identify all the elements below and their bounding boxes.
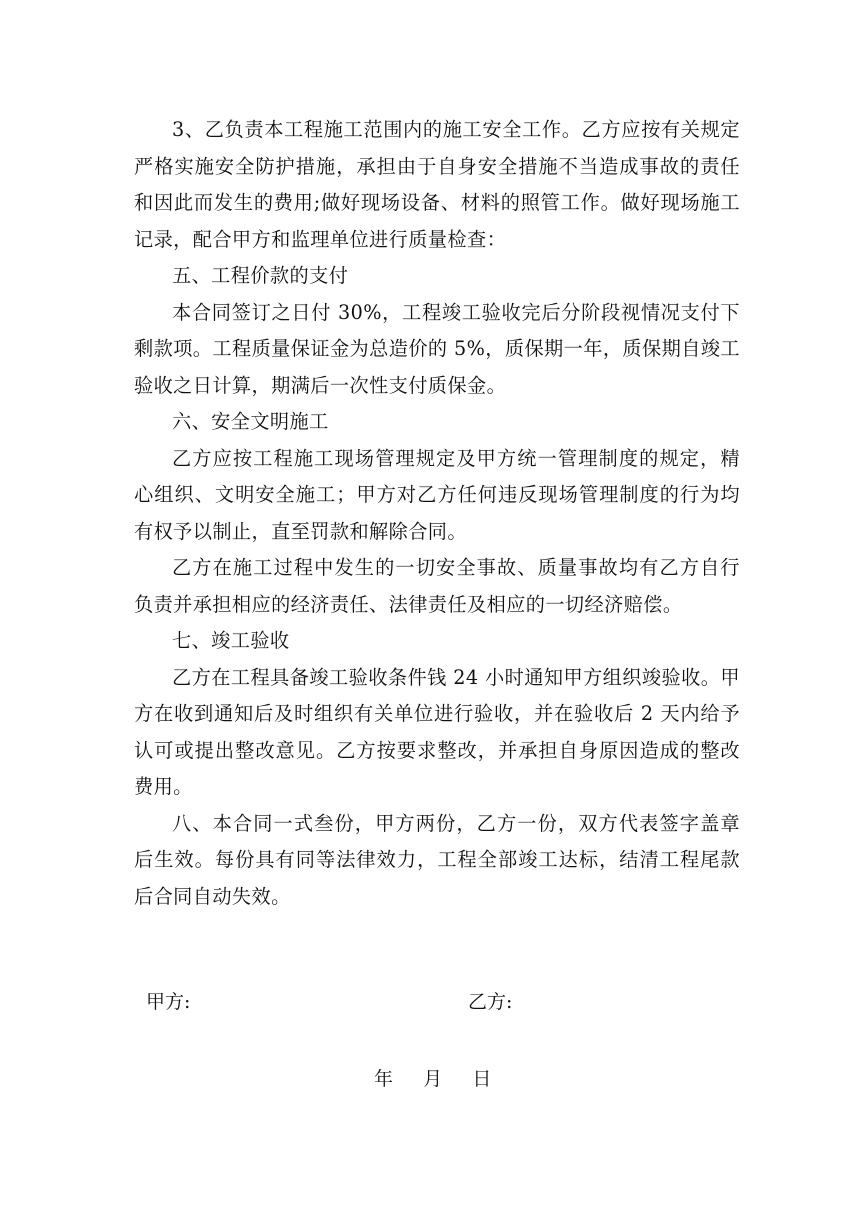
clause-accident-liability: 乙方在施工过程中发生的一切安全事故、质量事故均有乙方自行负责并承担相应的经济责任、法律责任及相应的一切经济赔偿。	[134, 556, 740, 616]
clause-payment-terms: 本合同签订之日付 30%，工程竣工验收完后分阶段视情况支付下剩款项。工程质量保证金为总造价的 5%，质保期一年，质保期自竣工验收之日计算，期满后一次性支付质保金。	[134, 300, 740, 397]
party-a-signature-label: 甲方:	[146, 991, 191, 1013]
signature-date-line: 年 月 日	[374, 1068, 492, 1090]
section-heading-payment: 五、工程价款的支付	[172, 264, 349, 287]
document-body	[134, 112, 740, 915]
clause-site-management: 乙方应按工程施工现场管理规定及甲方统一管理制度的规定，精心组织、文明安全施工；甲方对乙方任何违反现场管理制度的行为均有权予以制止，直至罚款和解除合同。	[134, 446, 740, 543]
clause-safety-responsibility: 3、乙负责本工程施工范围内的施工安全工作。乙方应按有关规定严格实施安全防护措施，承担由于自身安全措施不当造成事故的责任和因此而发生的费用;做好现场设备、材料的照管工作。做好现场施工记录，配合甲方和监理单位进行质量检查：	[134, 118, 740, 251]
section-heading-safe-construction: 六、安全文明施工	[172, 410, 329, 433]
party-b-signature-label: 乙方:	[468, 991, 513, 1013]
clause-copies-validity: 八、本合同一式叁份，甲方两份，乙方一份，双方代表签字盖章后生效。每份具有同等法律效力，工程全部竣工达标，结清工程尾款后合同自动失效。	[134, 811, 740, 908]
clause-acceptance-terms: 乙方在工程具备竣工验收条件钱 24 小时通知甲方组织竣验收。甲方在收到通知后及时组织有关单位进行验收，并在验收后 2 天内给予认可或提出整改意见。乙方按要求整改，并承担自身原因造成的整改费用。	[134, 665, 740, 798]
section-heading-acceptance: 七、竣工验收	[172, 629, 290, 652]
